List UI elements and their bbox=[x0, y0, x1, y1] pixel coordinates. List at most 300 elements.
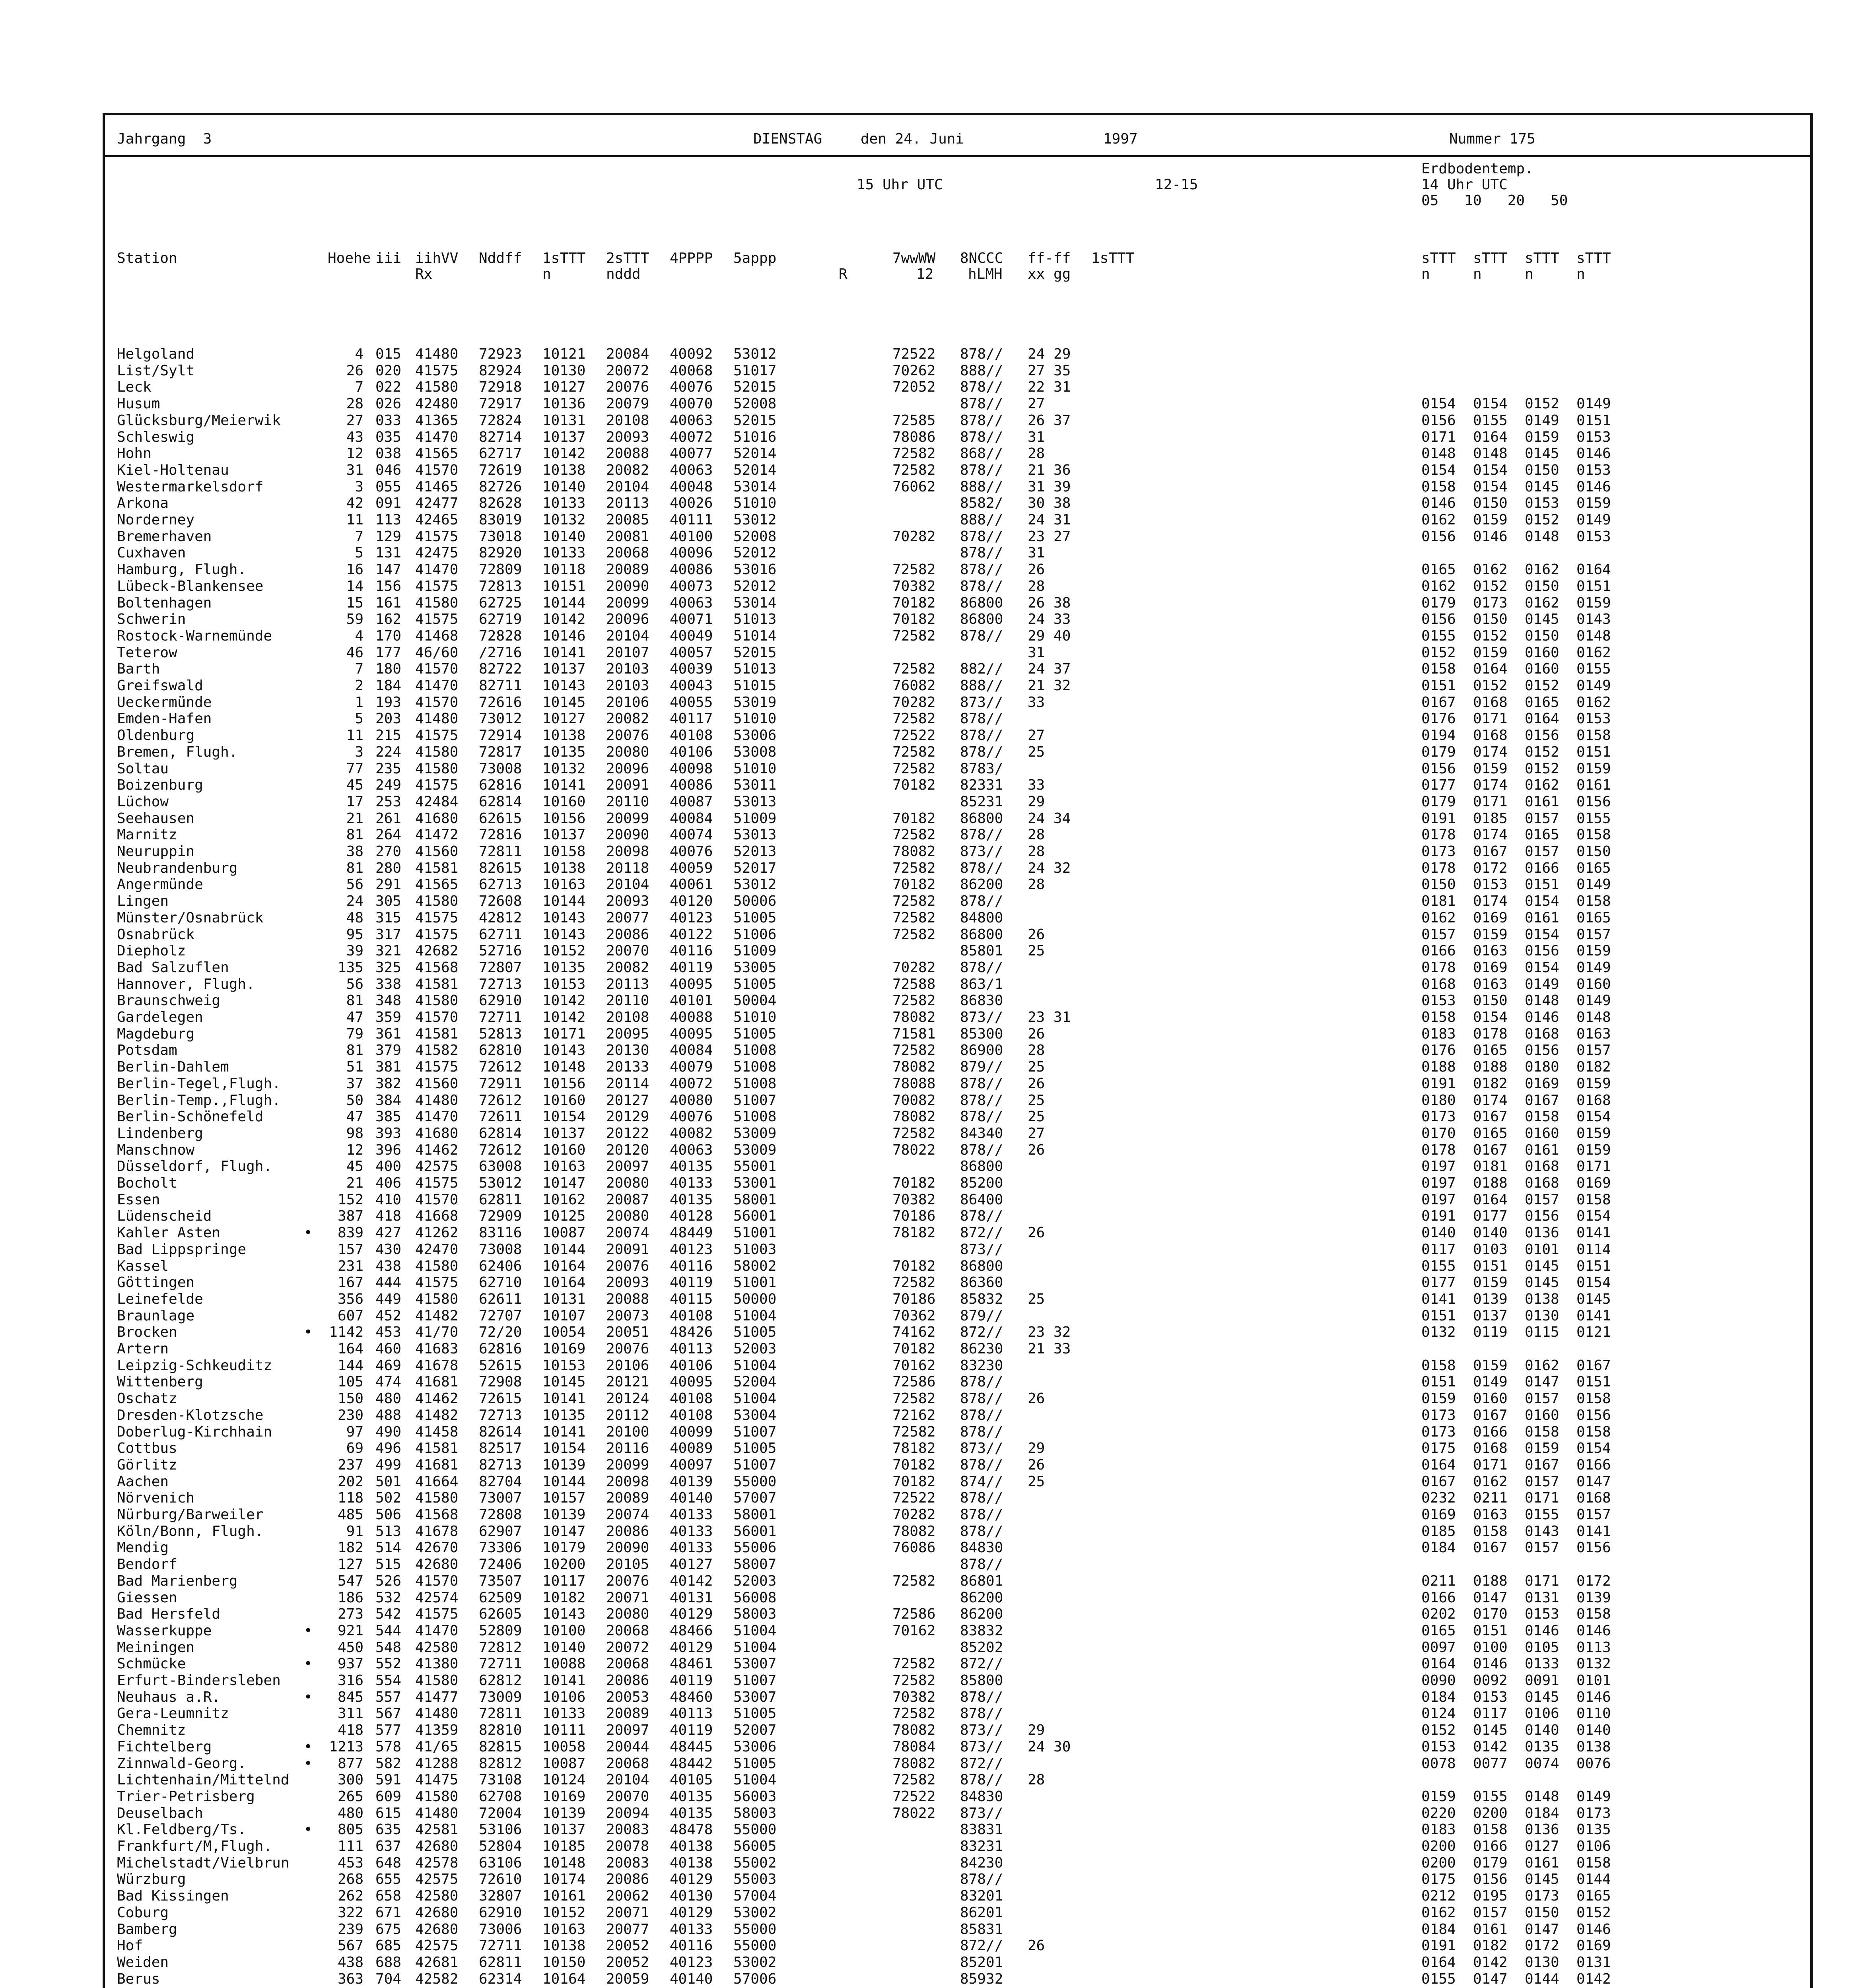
cell-1sttt: 10137 bbox=[542, 429, 586, 445]
cell-soil-20: 0145 bbox=[1525, 1258, 1559, 1274]
cell-iii: 224 bbox=[375, 744, 402, 760]
cell-4pppp: 40116 bbox=[670, 943, 713, 959]
cell-soil-20: 0148 bbox=[1525, 528, 1559, 545]
cell-2sttt: 20083 bbox=[606, 1821, 649, 1838]
cell-7wwww: 72582 bbox=[892, 1390, 936, 1407]
cell-soil-50: 0158 bbox=[1576, 893, 1611, 910]
cell-1sttt: 10139 bbox=[542, 1456, 586, 1473]
station-name: Soltau bbox=[117, 760, 169, 777]
cell-soil-05: 0156 bbox=[1421, 412, 1456, 429]
cell-2sttt: 20116 bbox=[606, 1440, 649, 1457]
cell-1sttt: 10147 bbox=[542, 1523, 586, 1540]
cell-8nccc: 878// bbox=[960, 860, 1003, 876]
cell-iihvv: 41575 bbox=[415, 926, 459, 943]
cell-soil-50: 0151 bbox=[1576, 1374, 1611, 1390]
cell-hoehe: 438 bbox=[337, 1954, 363, 1971]
cell-soil-05: 0178 bbox=[1421, 860, 1456, 876]
cell-8nccc: 83831 bbox=[960, 1821, 1003, 1838]
table-row bbox=[105, 910, 1810, 926]
cell-soil-50: 0141 bbox=[1576, 1307, 1611, 1324]
cell-2sttt: 20105 bbox=[606, 1556, 649, 1573]
cell-7wwww: 70382 bbox=[892, 578, 936, 594]
cell-soil-20: 0105 bbox=[1525, 1639, 1559, 1656]
cell-soil-05: 0188 bbox=[1421, 1059, 1456, 1076]
col-7wwww: 7wwWW bbox=[892, 250, 936, 266]
cell-hoehe: 7 bbox=[355, 379, 363, 396]
cell-soil-05: 0158 bbox=[1421, 1357, 1456, 1374]
soil-temp-depths: 05 10 20 50 bbox=[1421, 192, 1568, 209]
cell-5appp: 52017 bbox=[733, 860, 777, 876]
cell-8nccc: 878// bbox=[960, 1374, 1003, 1390]
cell-ffff: 28 bbox=[1028, 876, 1045, 893]
cell-1sttt: 10145 bbox=[542, 694, 586, 711]
cell-4pppp: 40108 bbox=[670, 1390, 713, 1407]
cell-soil-05: 0183 bbox=[1421, 1025, 1456, 1042]
cell-iihvv: 41581 bbox=[415, 1025, 459, 1042]
cell-4pppp: 40140 bbox=[670, 1971, 713, 1987]
cell-7wwww: 72052 bbox=[892, 379, 936, 396]
cell-soil-10: 0167 bbox=[1473, 1407, 1508, 1423]
cell-8nccc: 84230 bbox=[960, 1854, 1003, 1871]
cell-soil-20: 0161 bbox=[1525, 909, 1559, 926]
cell-hoehe: 79 bbox=[346, 1025, 363, 1042]
cell-iii: 427 bbox=[375, 1225, 402, 1241]
table-row bbox=[105, 445, 1810, 462]
cell-soil-10: 0167 bbox=[1473, 1109, 1508, 1125]
station-name: Bocholt bbox=[117, 1175, 177, 1191]
cell-soil-10: 0167 bbox=[1473, 1142, 1508, 1158]
cell-5appp: 53001 bbox=[733, 1175, 777, 1191]
cell-8nccc: 888// bbox=[960, 478, 1003, 495]
cell-4pppp: 40123 bbox=[670, 1954, 713, 1971]
cell-hoehe: 387 bbox=[337, 1208, 363, 1225]
cell-7wwww: 72582 bbox=[892, 661, 936, 678]
cell-nddff: 73007 bbox=[479, 1490, 522, 1507]
cell-5appp: 51013 bbox=[733, 661, 777, 678]
cell-8nccc: 878// bbox=[960, 711, 1003, 727]
cell-8nccc: 86230 bbox=[960, 1341, 1003, 1357]
cell-1sttt: 10162 bbox=[542, 1191, 586, 1208]
cell-5appp: 51004 bbox=[733, 1772, 777, 1788]
cell-soil-05: 0156 bbox=[1421, 528, 1456, 545]
cell-iihvv: 42582 bbox=[415, 1971, 459, 1987]
cell-soil-10: 0195 bbox=[1473, 1888, 1508, 1905]
cell-ffff: 30 38 bbox=[1028, 495, 1071, 512]
cell-8nccc: 85932 bbox=[960, 1971, 1003, 1987]
cell-4pppp: 40119 bbox=[670, 1274, 713, 1291]
table-row bbox=[105, 1407, 1810, 1424]
table-row bbox=[105, 810, 1810, 827]
cell-2sttt: 20094 bbox=[606, 1805, 649, 1821]
cell-hoehe: 95 bbox=[346, 926, 363, 943]
cell-iihvv: 41475 bbox=[415, 1772, 459, 1788]
cell-soil-05: 0211 bbox=[1421, 1573, 1456, 1589]
cell-soil-50: 0106 bbox=[1576, 1838, 1611, 1854]
cell-soil-05: 0165 bbox=[1421, 561, 1456, 578]
station-name: Potsdam bbox=[117, 1042, 177, 1059]
station-name: Bad Salzuflen bbox=[117, 959, 229, 976]
station-name: Cottbus bbox=[117, 1440, 177, 1457]
cell-5appp: 55000 bbox=[733, 1921, 777, 1938]
cell-2sttt: 20074 bbox=[606, 1507, 649, 1523]
station-name: Bad Kissingen bbox=[117, 1888, 229, 1905]
cell-8nccc: 85831 bbox=[960, 1921, 1003, 1938]
cell-4pppp: 40076 bbox=[670, 843, 713, 860]
station-name: Oldenburg bbox=[117, 727, 195, 744]
cell-5appp: 53009 bbox=[733, 1142, 777, 1158]
cell-5appp: 51008 bbox=[733, 1059, 777, 1076]
col-7wwww-sub: 12 bbox=[916, 266, 934, 282]
cell-hoehe: 921 bbox=[337, 1622, 363, 1639]
cell-8nccc: 86800 bbox=[960, 810, 1003, 827]
cell-5appp: 51005 bbox=[733, 976, 777, 992]
cell-hoehe: 356 bbox=[337, 1291, 363, 1307]
cell-soil-10: 0185 bbox=[1473, 810, 1508, 827]
cell-ffff: 28 bbox=[1028, 827, 1045, 843]
cell-ffff: 28 bbox=[1028, 843, 1045, 860]
station-name: Manschnow bbox=[117, 1142, 195, 1158]
cell-2sttt: 20077 bbox=[606, 909, 649, 926]
cell-1sttt: 10144 bbox=[542, 1473, 586, 1490]
col-8nccc-sub: hLMH bbox=[968, 266, 1003, 282]
cell-hoehe: 26 bbox=[346, 362, 363, 379]
cell-nddff: 72824 bbox=[479, 412, 522, 429]
cell-soil-20: 0148 bbox=[1525, 992, 1559, 1009]
station-name: Cuxhaven bbox=[117, 545, 186, 561]
cell-soil-05: 0153 bbox=[1421, 992, 1456, 1009]
station-name: Seehausen bbox=[117, 810, 195, 827]
cell-4pppp: 40123 bbox=[670, 909, 713, 926]
table-row bbox=[105, 1026, 1810, 1043]
cell-hoehe: 3 bbox=[355, 478, 363, 495]
cell-4pppp: 40086 bbox=[670, 777, 713, 794]
cell-soil-50: 0155 bbox=[1576, 661, 1611, 678]
cell-iii: 381 bbox=[375, 1059, 402, 1076]
cell-8nccc: 888// bbox=[960, 512, 1003, 528]
cell-iii: 338 bbox=[375, 976, 402, 992]
cell-soil-20: 0168 bbox=[1525, 1175, 1559, 1191]
cell-ffff: 26 bbox=[1028, 1390, 1045, 1407]
cell-nddff: 62814 bbox=[479, 793, 522, 810]
cell-8nccc: 873// bbox=[960, 1722, 1003, 1739]
cell-soil-10: 0171 bbox=[1473, 1456, 1508, 1473]
cell-iii: 532 bbox=[375, 1589, 402, 1606]
table-row bbox=[105, 1241, 1810, 1258]
station-name: Braunlage bbox=[117, 1307, 195, 1324]
cell-soil-20: 0147 bbox=[1525, 1921, 1559, 1938]
cell-4pppp: 40129 bbox=[670, 1871, 713, 1888]
mountain-station-marker: • bbox=[304, 1622, 313, 1639]
cell-soil-10: 0172 bbox=[1473, 860, 1508, 876]
cell-hoehe: 91 bbox=[346, 1523, 363, 1540]
cell-1sttt: 10169 bbox=[542, 1341, 586, 1357]
cell-iihvv: 41482 bbox=[415, 1407, 459, 1423]
cell-8nccc: 878// bbox=[960, 1390, 1003, 1407]
cell-soil-50: 0149 bbox=[1576, 959, 1611, 976]
cell-8nccc: 86360 bbox=[960, 1274, 1003, 1291]
cell-soil-05: 0180 bbox=[1421, 1092, 1456, 1109]
cell-8nccc: 878// bbox=[960, 528, 1003, 545]
cell-iii: 548 bbox=[375, 1639, 402, 1656]
cell-iii: 688 bbox=[375, 1954, 402, 1971]
cell-hoehe: 265 bbox=[337, 1788, 363, 1805]
cell-hoehe: 47 bbox=[346, 1009, 363, 1025]
cell-8nccc: 878// bbox=[960, 1075, 1003, 1092]
table-row bbox=[105, 479, 1810, 495]
cell-soil-50: 0153 bbox=[1576, 462, 1611, 478]
cell-ffff: 33 bbox=[1028, 694, 1045, 711]
cell-soil-20: 0131 bbox=[1525, 1589, 1559, 1606]
cell-ffff: 26 bbox=[1028, 1225, 1045, 1241]
cell-4pppp: 40099 bbox=[670, 1423, 713, 1440]
cell-7wwww: 72582 bbox=[892, 445, 936, 462]
station-name: Rostock-Warnemünde bbox=[117, 627, 272, 644]
cell-8nccc: 872// bbox=[960, 1656, 1003, 1672]
cell-soil-05: 0155 bbox=[1421, 627, 1456, 644]
cell-iii: 655 bbox=[375, 1871, 402, 1888]
cell-2sttt: 20113 bbox=[606, 495, 649, 512]
cell-soil-05: 0184 bbox=[1421, 1689, 1456, 1705]
cell-soil-05: 0179 bbox=[1421, 744, 1456, 760]
cell-soil-10: 0182 bbox=[1473, 1075, 1508, 1092]
cell-iihvv: 46/60 bbox=[415, 644, 459, 661]
cell-4pppp: 40140 bbox=[670, 1490, 713, 1507]
station-name: Bad Marienberg bbox=[117, 1573, 238, 1589]
cell-soil-50: 0168 bbox=[1576, 1092, 1611, 1109]
cell-1sttt: 10144 bbox=[542, 1241, 586, 1258]
cell-1sttt: 10131 bbox=[542, 412, 586, 429]
cell-5appp: 56001 bbox=[733, 1523, 777, 1540]
cell-iihvv: 41580 bbox=[415, 594, 459, 611]
cell-hoehe: 1 bbox=[355, 694, 363, 711]
cell-iihvv: 41560 bbox=[415, 1075, 459, 1092]
station-name: Norderney bbox=[117, 512, 195, 528]
cell-4pppp: 40080 bbox=[670, 1092, 713, 1109]
col-1sttt: 1sTTT bbox=[542, 250, 586, 266]
station-name: Leck bbox=[117, 379, 152, 396]
cell-2sttt: 20072 bbox=[606, 1639, 649, 1656]
cell-iii: 615 bbox=[375, 1805, 402, 1821]
cell-8nccc: 85201 bbox=[960, 1954, 1003, 1971]
cell-5appp: 51007 bbox=[733, 1423, 777, 1440]
cell-soil-50: 0151 bbox=[1576, 578, 1611, 594]
cell-soil-50: 0158 bbox=[1576, 827, 1611, 843]
cell-iihvv: 41262 bbox=[415, 1225, 459, 1241]
cell-1sttt: 10154 bbox=[542, 1109, 586, 1125]
cell-iihvv: 42470 bbox=[415, 1241, 459, 1258]
cell-iii: 577 bbox=[375, 1722, 402, 1739]
table-row bbox=[105, 346, 1810, 363]
cell-soil-20: 0152 bbox=[1525, 396, 1559, 412]
cell-soil-50: 0143 bbox=[1576, 611, 1611, 628]
cell-1sttt: 10142 bbox=[542, 992, 586, 1009]
cell-8nccc: 86830 bbox=[960, 992, 1003, 1009]
cell-1sttt: 10163 bbox=[542, 876, 586, 893]
cell-iii: 046 bbox=[375, 462, 402, 478]
cell-soil-10: 0145 bbox=[1473, 1722, 1508, 1739]
cell-2sttt: 20099 bbox=[606, 1456, 649, 1473]
cell-8nccc: 8582/ bbox=[960, 495, 1003, 512]
cell-iii: 203 bbox=[375, 711, 402, 727]
cell-2sttt: 20085 bbox=[606, 512, 649, 528]
cell-soil-05: 0154 bbox=[1421, 462, 1456, 478]
cell-1sttt: 10127 bbox=[542, 711, 586, 727]
table-row bbox=[105, 893, 1810, 910]
cell-7wwww: 70182 bbox=[892, 1175, 936, 1191]
cell-iihvv: 41482 bbox=[415, 1307, 459, 1324]
cell-iii: 474 bbox=[375, 1374, 402, 1390]
station-name: Erfurt-Bindersleben bbox=[117, 1672, 281, 1689]
cell-iihvv: 41565 bbox=[415, 445, 459, 462]
cell-iihvv: 42575 bbox=[415, 1938, 459, 1954]
cell-iii: 184 bbox=[375, 678, 402, 694]
cell-4pppp: 40105 bbox=[670, 1772, 713, 1788]
cell-8nccc: 85832 bbox=[960, 1291, 1003, 1307]
cell-iii: 020 bbox=[375, 362, 402, 379]
cell-soil-50: 0146 bbox=[1576, 478, 1611, 495]
cell-1sttt: 10185 bbox=[542, 1838, 586, 1854]
station-name: Giessen bbox=[117, 1589, 177, 1606]
cell-hoehe: 14 bbox=[346, 578, 363, 594]
cell-hoehe: 322 bbox=[337, 1904, 363, 1921]
cell-5appp: 51010 bbox=[733, 760, 777, 777]
cell-soil-10: 0164 bbox=[1473, 661, 1508, 678]
cell-soil-10: 0156 bbox=[1473, 1871, 1508, 1888]
cell-ffff: 21 33 bbox=[1028, 1341, 1071, 1357]
cell-2sttt: 20104 bbox=[606, 876, 649, 893]
cell-7wwww: 78088 bbox=[892, 1075, 936, 1092]
cell-2sttt: 20068 bbox=[606, 545, 649, 561]
col-n10: n bbox=[1473, 266, 1482, 282]
cell-soil-10: 0166 bbox=[1473, 1838, 1508, 1854]
cell-soil-10: 0168 bbox=[1473, 694, 1508, 711]
cell-soil-50: 0160 bbox=[1576, 976, 1611, 992]
cell-iii: 554 bbox=[375, 1672, 402, 1689]
cell-hoehe: 47 bbox=[346, 1109, 363, 1125]
cell-8nccc: 879// bbox=[960, 1059, 1003, 1076]
station-name: Görlitz bbox=[117, 1456, 177, 1473]
cell-soil-10: 0177 bbox=[1473, 1208, 1508, 1225]
cell-hoehe: 453 bbox=[337, 1854, 363, 1871]
cell-8nccc: 84340 bbox=[960, 1125, 1003, 1142]
cell-5appp: 55000 bbox=[733, 1821, 777, 1838]
cell-8nccc: 878// bbox=[960, 1208, 1003, 1225]
cell-2sttt: 20098 bbox=[606, 1473, 649, 1490]
cell-iii: 315 bbox=[375, 909, 402, 926]
cell-soil-50: 0169 bbox=[1576, 1938, 1611, 1954]
cell-soil-20: 0156 bbox=[1525, 943, 1559, 959]
cell-2sttt: 20108 bbox=[606, 412, 649, 429]
cell-hoehe: 2 bbox=[355, 678, 363, 694]
cell-4pppp: 48445 bbox=[670, 1738, 713, 1755]
cell-1sttt: 10152 bbox=[542, 1904, 586, 1921]
cell-iihvv: 41288 bbox=[415, 1755, 459, 1772]
cell-soil-20: 0074 bbox=[1525, 1755, 1559, 1772]
cell-soil-10: 0119 bbox=[1473, 1324, 1508, 1341]
cell-1sttt: 10154 bbox=[542, 1440, 586, 1457]
cell-4pppp: 40079 bbox=[670, 1059, 713, 1076]
cell-iihvv: 42670 bbox=[415, 1540, 459, 1556]
cell-4pppp: 48460 bbox=[670, 1689, 713, 1705]
cell-4pppp: 40063 bbox=[670, 1142, 713, 1158]
station-name: Oschatz bbox=[117, 1390, 177, 1407]
cell-soil-20: 0145 bbox=[1525, 611, 1559, 628]
table-row bbox=[105, 1158, 1810, 1175]
cell-5appp: 52008 bbox=[733, 528, 777, 545]
cell-soil-20: 0152 bbox=[1525, 512, 1559, 528]
cell-2sttt: 20079 bbox=[606, 396, 649, 412]
cell-2sttt: 20118 bbox=[606, 860, 649, 876]
cell-iihvv: 41470 bbox=[415, 429, 459, 445]
cell-8nccc: 873// bbox=[960, 1805, 1003, 1821]
cell-2sttt: 20104 bbox=[606, 627, 649, 644]
table-row bbox=[105, 1954, 1810, 1971]
cell-iii: 317 bbox=[375, 926, 402, 943]
cell-soil-20: 0157 bbox=[1525, 1390, 1559, 1407]
cell-soil-10: 0200 bbox=[1473, 1805, 1508, 1821]
cell-soil-05: 0164 bbox=[1421, 1656, 1456, 1672]
cell-ffff: 25 bbox=[1028, 1059, 1045, 1076]
cell-7wwww: 70182 bbox=[892, 594, 936, 611]
cell-iihvv: 42475 bbox=[415, 545, 459, 561]
table-row bbox=[105, 1324, 1810, 1341]
cell-4pppp: 48442 bbox=[670, 1755, 713, 1772]
cell-nddff: 82704 bbox=[479, 1473, 522, 1490]
cell-nddff: 62719 bbox=[479, 611, 522, 628]
cell-hoehe: 135 bbox=[337, 959, 363, 976]
cell-soil-05: 0176 bbox=[1421, 711, 1456, 727]
cell-ffff: 26 bbox=[1028, 1938, 1045, 1954]
cell-soil-50: 0142 bbox=[1576, 1971, 1611, 1987]
cell-2sttt: 20044 bbox=[606, 1738, 649, 1755]
cell-nddff: 72923 bbox=[479, 346, 522, 362]
cell-1sttt: 10088 bbox=[542, 1656, 586, 1672]
cell-2sttt: 20110 bbox=[606, 793, 649, 810]
cell-8nccc: 878// bbox=[960, 1142, 1003, 1158]
cell-7wwww: 72582 bbox=[892, 1656, 936, 1672]
cell-1sttt: 10135 bbox=[542, 959, 586, 976]
cell-5appp: 58002 bbox=[733, 1258, 777, 1274]
table-row bbox=[105, 1971, 1810, 1988]
cell-soil-50: 0182 bbox=[1576, 1059, 1611, 1076]
cell-2sttt: 20077 bbox=[606, 1921, 649, 1938]
cell-8nccc: 878// bbox=[960, 1407, 1003, 1423]
cell-soil-50: 0153 bbox=[1576, 528, 1611, 545]
table-row bbox=[105, 678, 1810, 694]
cell-1sttt: 10147 bbox=[542, 1175, 586, 1191]
cell-soil-05: 0191 bbox=[1421, 1208, 1456, 1225]
cell-soil-10: 0171 bbox=[1473, 711, 1508, 727]
cell-hoehe: 48 bbox=[346, 909, 363, 926]
cell-soil-50: 0159 bbox=[1576, 760, 1611, 777]
cell-soil-20: 0148 bbox=[1525, 1788, 1559, 1805]
cell-hoehe: 69 bbox=[346, 1440, 363, 1457]
cell-4pppp: 40123 bbox=[670, 1241, 713, 1258]
cell-soil-10: 0100 bbox=[1473, 1639, 1508, 1656]
cell-4pppp: 40106 bbox=[670, 1357, 713, 1374]
cell-ffff: 23 27 bbox=[1028, 528, 1071, 545]
cell-1sttt: 10137 bbox=[542, 1821, 586, 1838]
cell-4pppp: 40084 bbox=[670, 1042, 713, 1059]
cell-iii: 385 bbox=[375, 1109, 402, 1125]
cell-4pppp: 40039 bbox=[670, 661, 713, 678]
cell-4pppp: 40095 bbox=[670, 976, 713, 992]
cell-4pppp: 40096 bbox=[670, 545, 713, 561]
cell-hoehe: 877 bbox=[337, 1755, 363, 1772]
table-row bbox=[105, 1871, 1810, 1888]
table-row bbox=[105, 761, 1810, 777]
cell-8nccc: 873// bbox=[960, 843, 1003, 860]
